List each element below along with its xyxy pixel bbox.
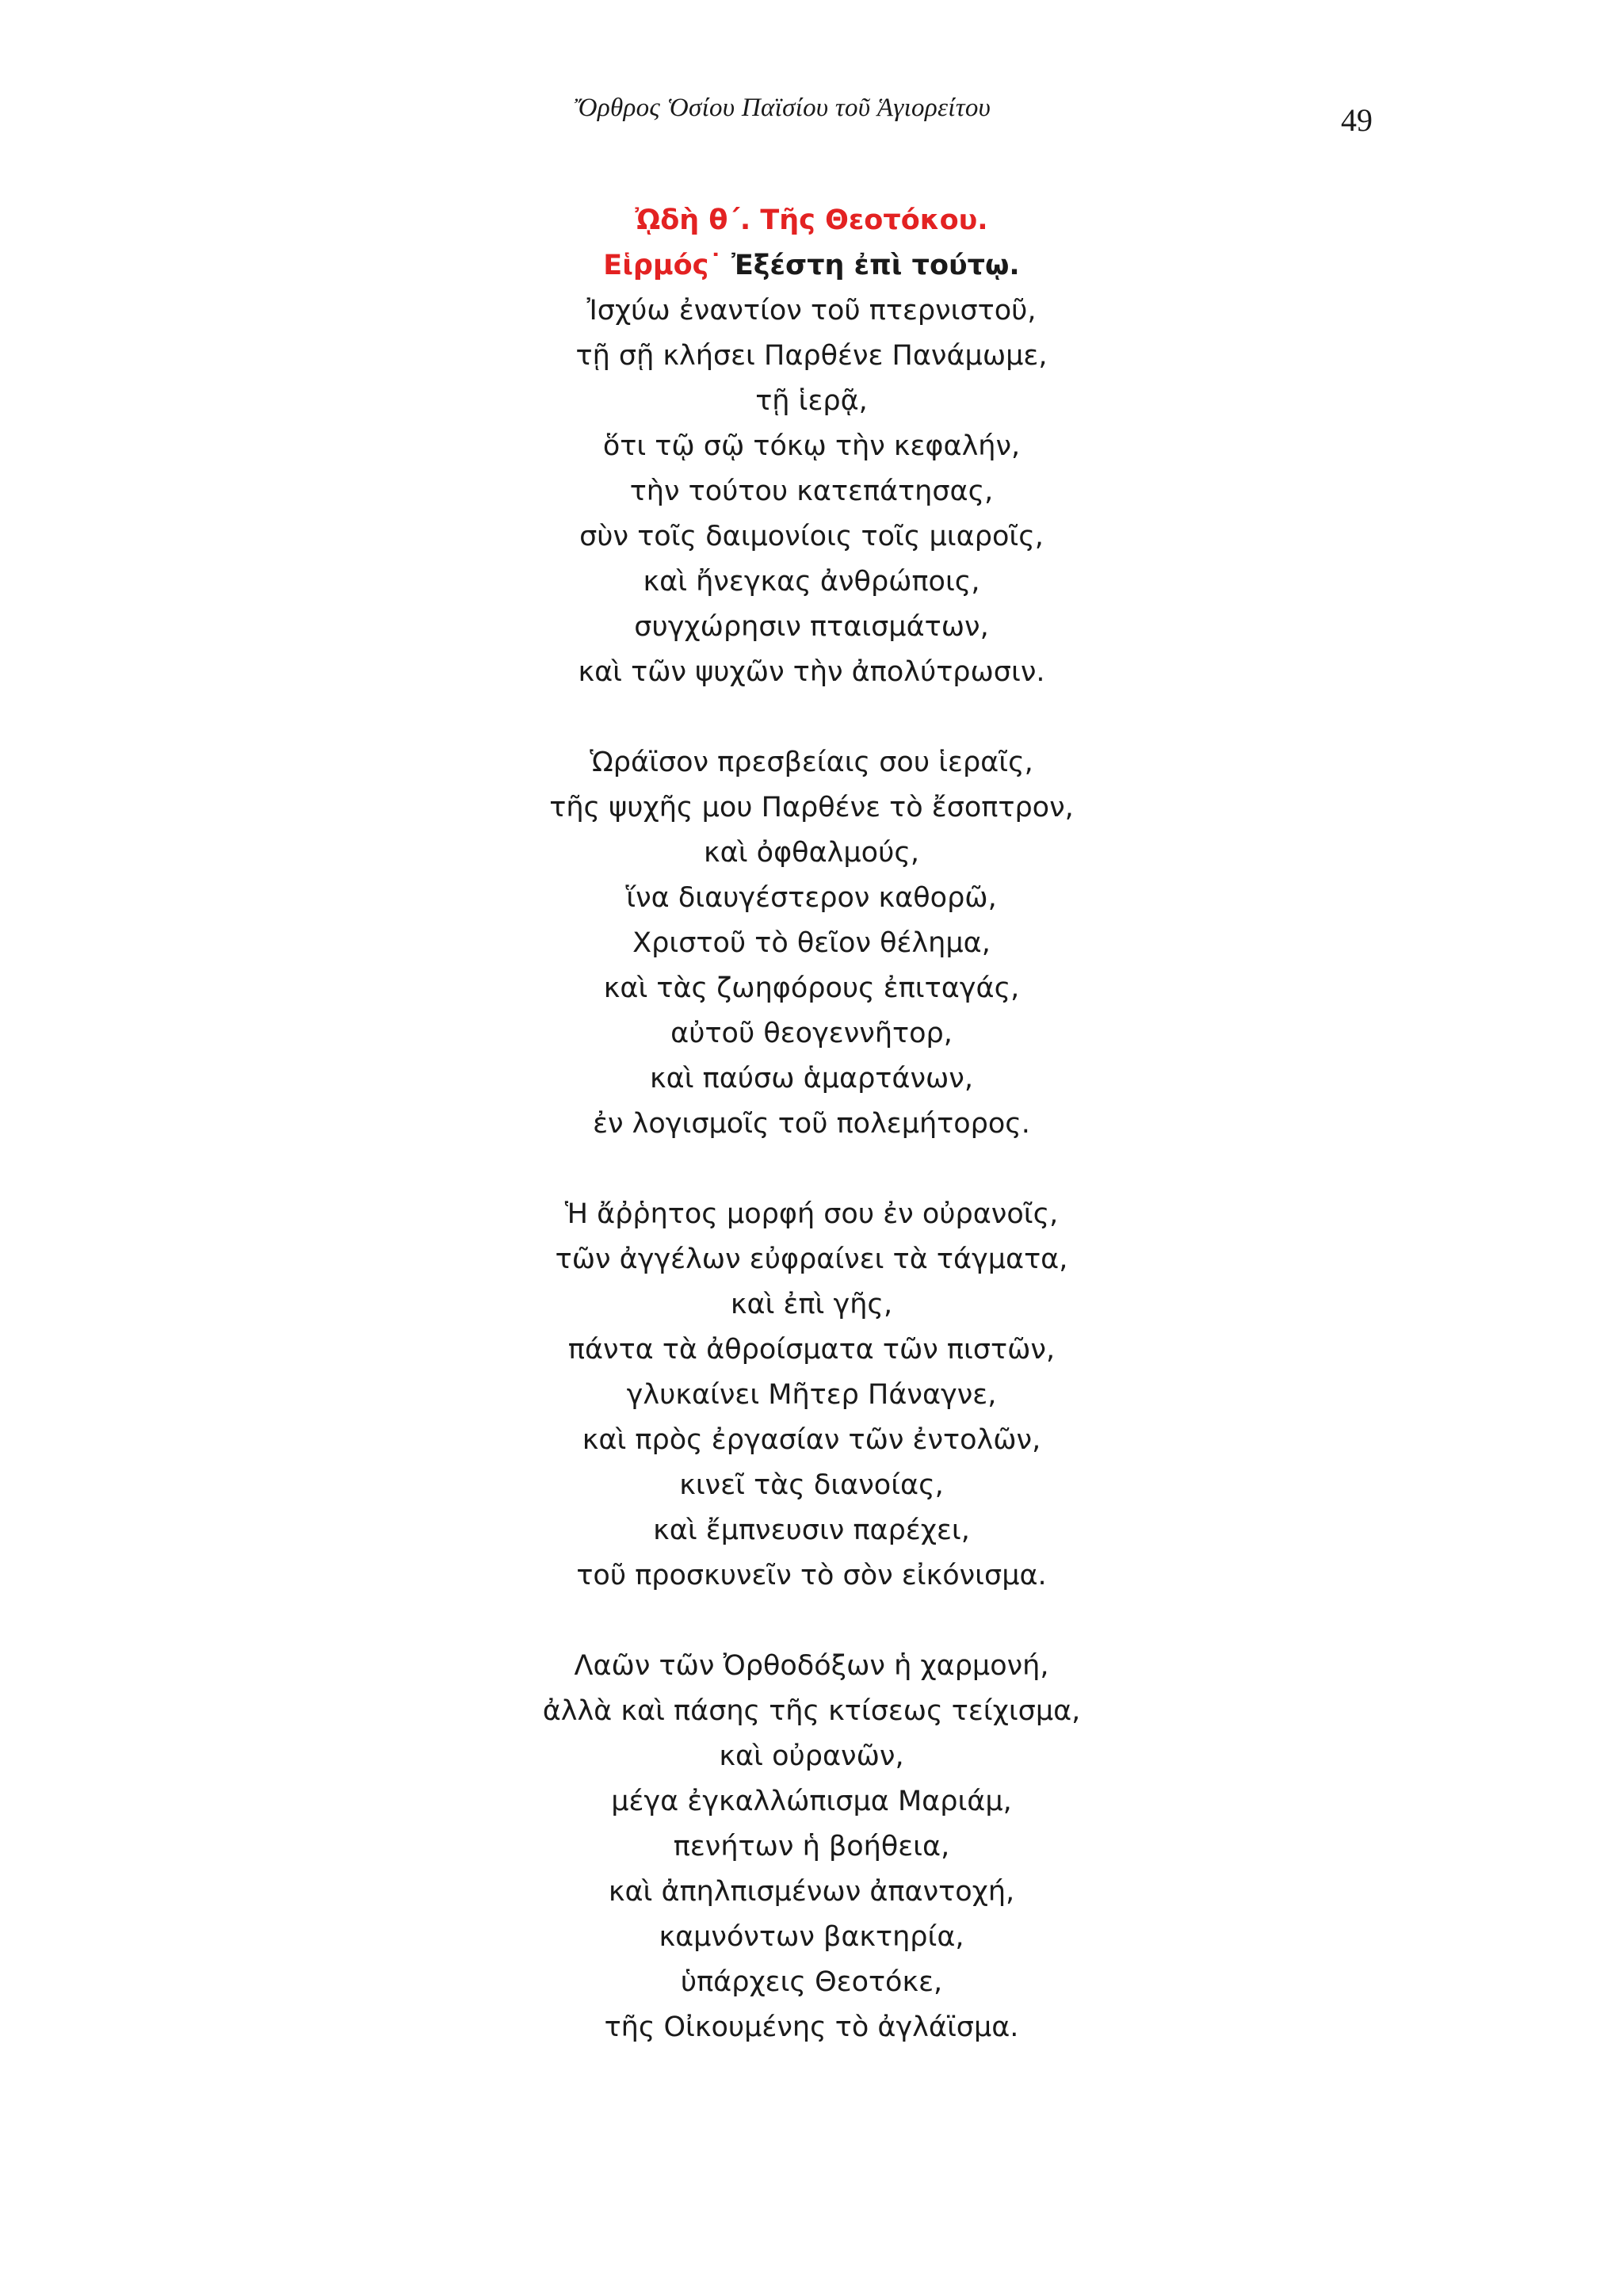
verse-line: ἐν λογισμοῖς τοῦ πολεμήτορος. (593, 1108, 1030, 1140)
verse-line: καμνόντων βακτηρία, (659, 1921, 964, 1953)
verse-line: Λαῶν τῶν Ὀρθοδόξων ἡ χαρμονή, (574, 1650, 1049, 1682)
running-title: Ὄρθρος Ὁσίου Παϊσίου τοῦ Ἁγιορείτου (574, 94, 991, 122)
verse-line: καὶ τῶν ψυχῶν τὴν ἀπολύτρωσιν. (578, 656, 1045, 688)
verse-line: ἀλλὰ καὶ πάσης τῆς κτίσεως τείχισμα, (542, 1695, 1081, 1727)
verse-line: μέγα ἐγκαλλώπισμα Μαριάμ, (611, 1786, 1012, 1817)
verse-line: καὶ παύσω ἁμαρτάνων, (650, 1063, 973, 1095)
troparion-stanza (0, 1192, 1623, 1599)
verse-line: καὶ ἔμπνευσιν παρέχει, (653, 1515, 970, 1546)
verse-line: Ἡ ἄῤῥητος μορφή σου ἐν οὐρανοῖς, (564, 1198, 1059, 1230)
verse-line: τῇ ἱερᾷ, (755, 385, 868, 417)
page-header (0, 94, 1623, 141)
verse-line: τῇ σῇ κλήσει Παρθένε Πανάμωμε, (575, 340, 1048, 372)
heirmos-label: Εἱρμός˙ (603, 250, 723, 281)
verse-line: αὐτοῦ θεογεννῆτορ, (670, 1018, 953, 1049)
verse-line: συγχώρησιν πταισμάτων, (634, 611, 989, 643)
verse-line: πάντα τὰ ἀθροίσματα τῶν πιστῶν, (567, 1334, 1056, 1366)
troparion-stanza (0, 1644, 1623, 2050)
verse-line: ὅτι τῷ σῷ τόκῳ τὴν κεφαλήν, (602, 430, 1021, 462)
ode-title: ᾨδὴ θ΄. Τῆς Θεοτόκου. (635, 204, 988, 236)
verse-line: πενήτων ἡ βοήθεια, (673, 1831, 950, 1862)
troparion-stanza (0, 288, 1623, 695)
verse-line: Ὡράϊσον πρεσβείαις σου ἱεραῖς, (590, 747, 1033, 778)
verse-line: ὑπάρχεις Θεοτόκε, (680, 1966, 943, 1998)
troparion-stanza (0, 740, 1623, 1147)
verse-line: καὶ πρὸς ἐργασίαν τῶν ἐντολῶν, (582, 1424, 1041, 1456)
verse-line: καὶ ὀφθαλμούς, (704, 837, 919, 869)
verse-line: καὶ ἐπὶ γῆς, (730, 1289, 893, 1320)
heirmos-model: Ἐξέστη ἐπὶ τούτῳ. (731, 250, 1020, 281)
verse-line: τῆς ψυχῆς μου Παρθένε τὸ ἔσοπτρον, (549, 792, 1074, 823)
verse-line: γλυκαίνει Μῆτερ Πάναγνε, (626, 1379, 997, 1411)
verse-line: τὴν τούτου κατεπάτησας, (629, 476, 994, 507)
verse-line: τοῦ προσκυνεῖν τὸ σὸν εἰκόνισμα. (576, 1560, 1047, 1591)
verse-line: καὶ τὰς ζωηφόρους ἐπιταγάς, (603, 972, 1020, 1004)
verse-line: Χριστοῦ τὸ θεῖον θέλημα, (632, 927, 991, 959)
verse-line: κινεῖ τὰς διανοίας, (679, 1469, 944, 1501)
verse-line: τῶν ἀγγέλων εὐφραίνει τὰ τάγματα, (555, 1244, 1068, 1275)
verse-line: τῆς Οἰκουμένης τὸ ἀγλάϊσμα. (604, 2011, 1019, 2043)
page-number: 49 (1341, 102, 1373, 138)
ode-block (0, 198, 1623, 2050)
verse-line: καὶ ἤνεγκας ἀνθρώποις, (643, 566, 980, 598)
verse-line: Ἰσχύω ἐναντίον τοῦ πτερνιστοῦ, (586, 295, 1037, 327)
verse-line: ἵνα διαυγέστερον καθορῶ, (626, 882, 997, 914)
verse-line: καὶ οὐρανῶν, (719, 1740, 904, 1772)
verse-line: σὺν τοῖς δαιμονίοις τοῖς μιαροῖς, (579, 521, 1044, 552)
verse-line: καὶ ἀπηλπισμένων ἀπαντοχή, (608, 1876, 1015, 1908)
heirmos-line (0, 243, 1623, 288)
